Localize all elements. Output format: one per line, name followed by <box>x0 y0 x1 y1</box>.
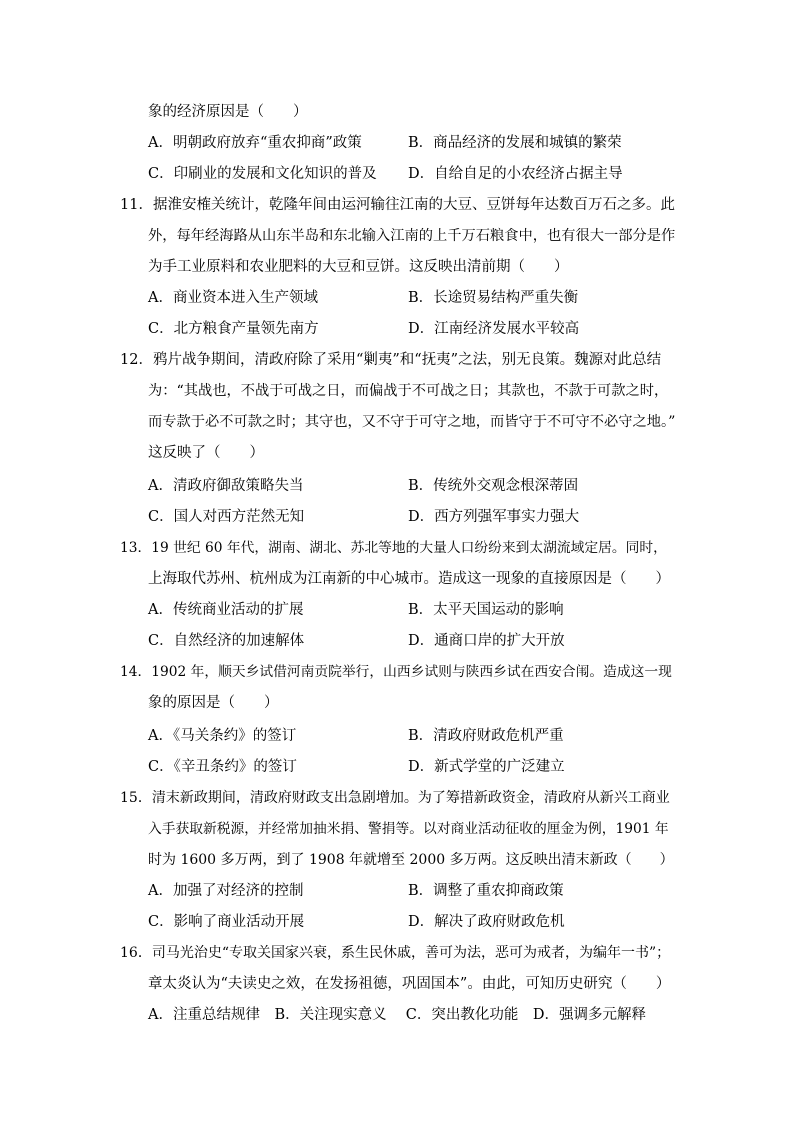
q16-stem-line-1: 16．司马光治史“专取关国家兴衰，系生民休戚，善可为法，恶可为戒者，为编年一书”； <box>120 945 671 961</box>
q12-option-d: D．西方列强军事实力强大 <box>408 509 580 525</box>
q13-option-a: A．传统商业活动的扩展 <box>148 602 304 618</box>
q16-stem-line-2: 章太炎认为“夫读史之效，在发扬祖德，巩固国本”。由此，可知历史研究（ ） <box>148 976 671 992</box>
q12-stem-line-3: 而专款于必不可款之时；其守也，又不守于可守之地，而皆守于不可守不必守之地。” <box>148 414 676 430</box>
q13-option-b: B．太平天国运动的影响 <box>408 602 564 618</box>
q15-option-a: A．加强了对经济的控制 <box>148 883 304 899</box>
q10-option-b: B．商品经济的发展和城镇的繁荣 <box>408 135 622 151</box>
q14-option-b: B．清政府财政危机严重 <box>408 728 564 744</box>
q15-option-d: D．解决了政府财政危机 <box>408 914 565 930</box>
q14-stem-line-1: 14．1902 年，顺天乡试借河南贡院举行，山西乡试则与陕西乡试在西安合闱。造成这一现 <box>120 664 672 680</box>
q11-stem-line-3: 为手工业原料和农业肥料的大豆和豆饼。这反映出清前期（ ） <box>148 259 569 275</box>
q10-stem-line: 象的经济原因是（ ） <box>148 104 308 120</box>
q15-option-b: B．调整了重农抑商政策 <box>408 883 564 899</box>
q14-stem-line-2: 象的原因是（ ） <box>148 695 279 711</box>
q13-stem-line-1: 13．19 世纪 60 年代，湖南、湖北、苏北等地的大量人口纷纷来到太湖流域定居。同时， <box>120 540 667 556</box>
q14-option-d: D．新式学堂的广泛建立 <box>408 759 565 775</box>
q11-option-a: A．商业资本进入生产领域 <box>148 290 318 306</box>
q12-stem-line-1: 12．鸦片战争期间，清政府除了采用“剿夷”和“抚夷”之法，别无良策。魏源对此总结 <box>120 352 662 368</box>
q12-option-b: B．传统外交观念根深蒂固 <box>408 478 579 494</box>
q10-option-d: D．自给自足的小农经济占据主导 <box>408 166 623 182</box>
q10-option-c: C．印刷业的发展和文化知识的普及 <box>148 166 377 182</box>
q11-option-c: C．北方粮食产量领先南方 <box>148 321 319 337</box>
q12-option-a: A．清政府御敌策略失当 <box>148 478 304 494</box>
q12-option-c: C．国人对西方茫然无知 <box>148 509 305 525</box>
q13-stem-line-2: 上海取代苏州、杭州成为江南新的中心城市。造成这一现象的直接原因是（ ） <box>148 571 670 587</box>
q12-stem-line-4: 这反映了（ ） <box>148 445 264 461</box>
q16-options-line: A．注重总结规律 B．关注现实意义 C．突出教化功能 D．强调多元解释 <box>148 1007 646 1023</box>
q15-stem-line-1: 15．清末新政期间，清政府财政支出急剧增加。为了筹措新政资金，清政府从新兴工商业 <box>120 790 670 806</box>
q15-stem-line-2: 入手获取新税源，并经常加抽米捐、警捐等。以对商业活动征收的厘金为例，1901 年 <box>148 821 669 837</box>
q10-option-a: A．明朝政府放弃“重农抑商”政策 <box>148 135 362 151</box>
q11-stem-line-2: 外，每年经海路从山东半岛和东北输入江南的上千万石粮食中，也有很大一部分是作 <box>148 228 676 244</box>
q14-option-c: C．《辛丑条约》的签订 <box>148 759 297 775</box>
q13-option-c: C．自然经济的加速解体 <box>148 633 305 649</box>
q14-option-a: A．《马关条约》的签订 <box>148 728 297 744</box>
q12-stem-line-2: 为：“其战也，不战于可战之日，而偏战于不可战之日；其款也，不款于可款之时， <box>148 383 669 399</box>
q15-option-c: C．影响了商业活动开展 <box>148 914 305 930</box>
q11-option-d: D．江南经济发展水平较高 <box>408 321 580 337</box>
q11-stem-line-1: 11．据淮安榷关统计，乾隆年间由运河输往江南的大豆、豆饼每年达数百万石之多。此 <box>120 197 675 213</box>
q13-option-d: D．通商口岸的扩大开放 <box>408 633 565 649</box>
q15-stem-line-3: 时为 1600 多万两，到了 1908 年就增至 2000 多万两。这反映出清末新政（ ） <box>148 852 674 868</box>
q11-option-b: B．长途贸易结构严重失衡 <box>408 290 579 306</box>
